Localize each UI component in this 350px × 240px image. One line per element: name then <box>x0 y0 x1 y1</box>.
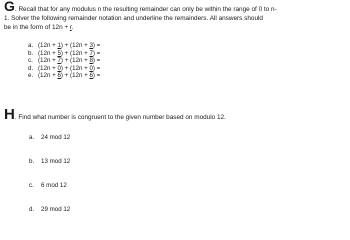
expression-part: ) = <box>92 42 101 49</box>
expression-part: (12n + <box>38 64 58 72</box>
expression-part: ) + (12n + <box>60 42 90 49</box>
expression-part: ) + (12n + <box>60 72 90 80</box>
section-g-instruction-text-1: . Recall that for any modulus n the resulting remainder can only be within the range of 0 to n- <box>14 6 277 13</box>
section-g-form-text: be in the form of 12n + <box>4 24 70 31</box>
remainder-underlined: 1 <box>57 42 61 49</box>
section-g-problem-a <box>28 42 100 50</box>
remainder-underlined: 8 <box>89 57 93 65</box>
remainder-underlined: 5 <box>57 49 61 57</box>
section-h-heading <box>4 106 346 124</box>
section-g-form-remainder: r <box>69 24 72 31</box>
problem-label: c. <box>28 57 33 65</box>
remainder-underlined: 6 <box>57 72 61 80</box>
expression-part: (12n + <box>38 57 58 65</box>
section-g-problem-c <box>28 57 100 65</box>
section-g-problem-d <box>28 65 100 73</box>
section-g-form-end: . <box>71 24 74 31</box>
problem-label: b. <box>28 49 34 57</box>
section-g-problem-list <box>28 42 100 80</box>
section-g-letter: G <box>4 0 15 14</box>
expression-part: ) + (12n + <box>60 49 90 57</box>
problem-text: 24 mod 12 <box>41 134 71 141</box>
section-h-problem-a <box>29 134 70 142</box>
section-g-instruction-line-3 <box>4 23 346 32</box>
expression-part: (12n + <box>38 42 58 49</box>
problem-label: a. <box>29 134 35 141</box>
section-h <box>4 106 346 124</box>
section-g-problem-e <box>28 72 100 80</box>
expression-part: ) + (12n + <box>60 57 90 65</box>
problem-label: b. <box>29 158 35 165</box>
section-g-problem-b <box>28 50 100 58</box>
section-h-problem-b <box>29 158 70 166</box>
problem-text: 13 mod 12 <box>41 158 71 165</box>
problem-label: d. <box>29 206 35 213</box>
remainder-underlined: 3 <box>89 42 93 49</box>
expression-part: (12n + <box>38 49 58 57</box>
problem-label: a. <box>28 42 34 49</box>
expression-part: (12n + <box>38 72 58 80</box>
remainder-underlined: 0 <box>57 64 61 72</box>
section-h-letter: H <box>4 106 15 123</box>
expression-part: ) + (12n + <box>60 64 90 72</box>
problem-text: 29 mod 12 <box>41 206 71 213</box>
section-g-instruction-line-1 <box>4 2 346 14</box>
problem-text: 6 mod 12 <box>41 182 67 189</box>
expression-part: ) = <box>92 64 101 72</box>
expression-part: ) = <box>92 72 101 80</box>
section-g <box>4 2 346 32</box>
expression-part: ) = <box>92 49 101 57</box>
section-g-instruction-line-2: 1. Solver the following remainder notation and underline the remainders. All answers should <box>4 15 263 22</box>
section-h-problem-c <box>29 182 67 190</box>
section-h-problem-d <box>29 206 70 214</box>
expression-part: ) = <box>92 57 101 65</box>
remainder-underlined: 7 <box>89 49 93 57</box>
remainder-underlined: 7 <box>57 57 61 65</box>
problem-label: e. <box>28 72 34 80</box>
problem-label: c. <box>29 182 34 189</box>
remainder-underlined: 6 <box>89 72 93 80</box>
remainder-underlined: 0 <box>89 64 93 72</box>
section-h-heading-text: . Find what number is congruent to the given number based on modulo 12. <box>14 114 226 121</box>
problem-label: d. <box>28 64 34 72</box>
